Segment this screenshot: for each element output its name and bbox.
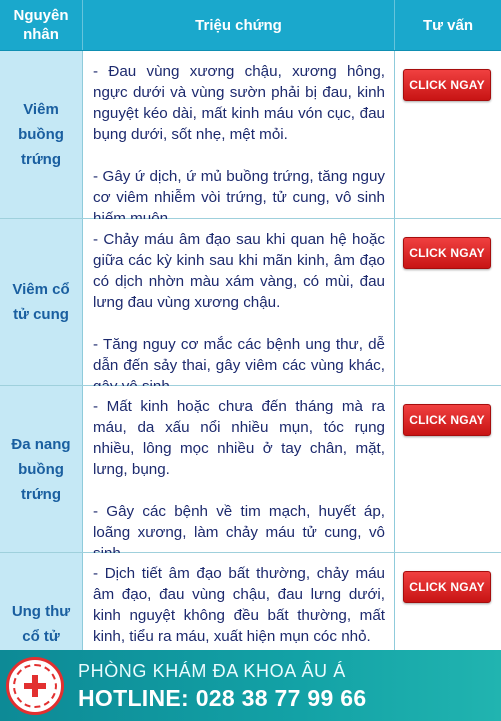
clinic-name: PHÒNG KHÁM ĐA KHOA ÂU Á (78, 660, 346, 681)
table-row (0, 386, 501, 553)
header-symptoms: Triệu chứng (83, 0, 395, 50)
table-row (0, 51, 501, 219)
advice-cell (395, 386, 501, 552)
advice-cell (395, 51, 501, 218)
symptom-text: - Gây ứ dịch, ứ mủ buồng trứng, tăng nguy cơ viêm nhiễm vòi trứng, tử cung, vô sinh (93, 168, 385, 206)
click-now-button[interactable]: CLICK NGAY (403, 404, 491, 436)
click-now-button[interactable]: CLICK NGAY (403, 69, 491, 101)
click-now-button[interactable]: CLICK NGAY (403, 571, 491, 603)
symptom-text: - Mất kinh hoặc chưa đến tháng mà ra máu, da xấu nổi nhiều mụn, tóc rụng nhiều, lông mọc nhiều ở tay chân, mặt, lưng, bụng. (93, 398, 385, 478)
medical-cross-icon (24, 675, 46, 697)
symptom-text: - Tăng nguy cơ mắc các bệnh ung thư, dễ dẫn đến sảy thai, gây viêm các vùng khác, (93, 336, 385, 374)
click-now-button[interactable]: CLICK NGAY (403, 237, 491, 269)
header-cause: Nguyên nhân (0, 0, 83, 50)
symptoms-cell (83, 51, 395, 218)
cause-cell: Viêm buồng trứng (0, 51, 83, 218)
symptom-text: - Gây các bệnh về tim mạch, huyết áp, loãng xương, làm chảy máu tử cung, vô (93, 503, 385, 541)
advice-cell (395, 219, 501, 385)
hotline-number[interactable]: HOTLINE: 028 38 77 99 66 (78, 684, 367, 711)
symptoms-cell (83, 219, 395, 385)
cause-cell: Đa nang buồng trứng (0, 386, 83, 552)
table-header (0, 0, 501, 51)
symptom-text: - Chảy máu âm đạo sau khi quan hệ hoặc giữa các kỳ kinh sau khi mãn kinh, âm đạo có dịch nhờn màu xám vàng, có mùi, đau lưng đau vùng xương chậu. (93, 231, 385, 311)
banner-text (78, 659, 366, 713)
symptoms-cell (83, 386, 395, 552)
symptom-text: - Đau vùng xương chậu, xương hông, ngực dưới và vùng sườn phải bị đau, kinh nguyệt kéo dài, mất kinh máu vón cục, đau bụng dưới, sốt nhẹ, mệt mỏi. (93, 63, 385, 143)
header-advice: Tư vấn (422, 16, 474, 34)
clinic-logo-icon (6, 657, 64, 715)
hotline-banner[interactable] (0, 650, 501, 721)
symptom-text: - Dịch tiết âm đạo bất thường, chảy máu âm đạo, đau vùng chậu, đau lưng dưới, kinh nguyệt không đều bất thường, mất kinh, tiểu ra máu, xuất hiện mụn cóc nhỏ. (93, 565, 385, 645)
table-row (0, 219, 501, 386)
cause-cell: Viêm cổ tử cung (0, 219, 83, 385)
cause-cell: Ung thư cổ tử (0, 553, 83, 720)
